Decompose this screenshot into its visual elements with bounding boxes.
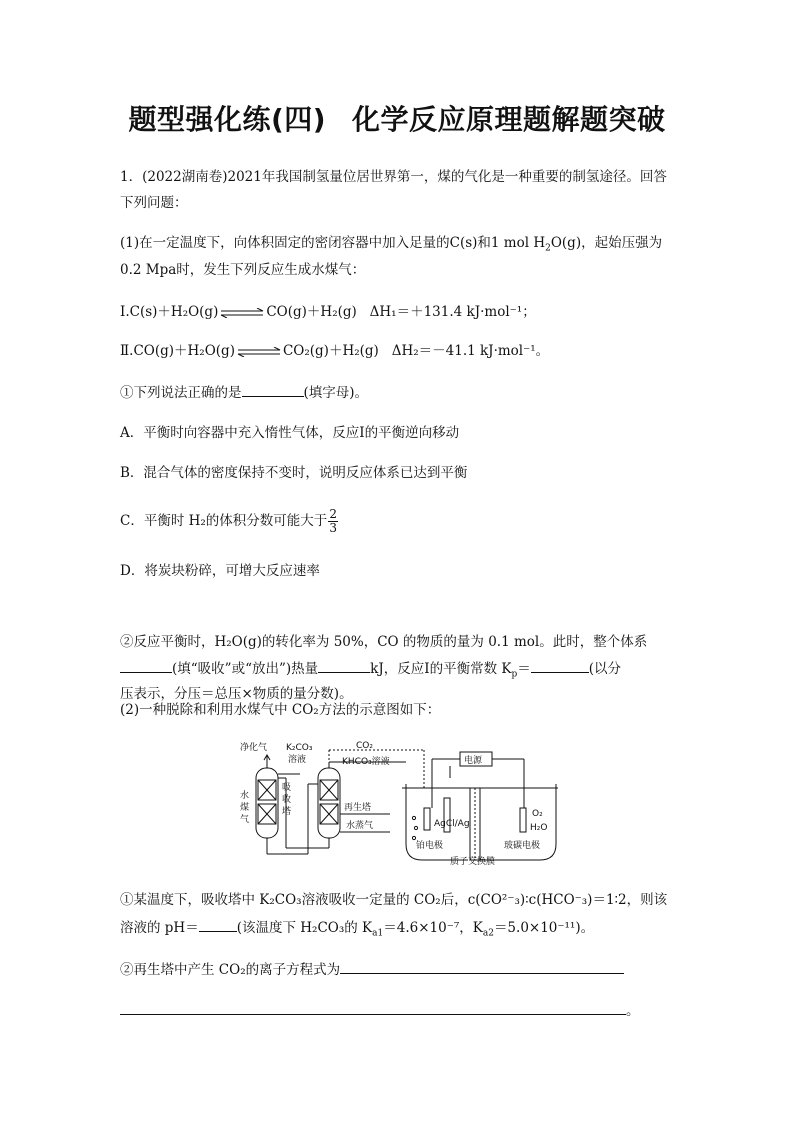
label-power: 电源 bbox=[464, 756, 483, 766]
sub-question-2-line1: ②反应平衡时，H₂O(g)的转化率为 50%，CO 的物质的量为 0.1 mol。此时，整个体系 bbox=[120, 634, 648, 650]
absorption-tower bbox=[256, 768, 278, 838]
title-part-2: 化学反应原理题解题突破 bbox=[352, 103, 666, 136]
label-glassy-carbon: 玻碳电极 bbox=[504, 841, 541, 851]
answer-blank[interactable] bbox=[199, 917, 237, 932]
label-absorb-2: 收 bbox=[282, 795, 292, 805]
label-pt-electrode: 铂电极 bbox=[416, 841, 444, 851]
fraction-two-thirds: $\frac{2}{3}$ bbox=[329, 507, 337, 535]
equilibrium-arrow-icon bbox=[236, 347, 282, 357]
sub-question-4-line2: 。 bbox=[120, 1000, 640, 1021]
label-solution: 溶液 bbox=[288, 755, 307, 765]
label-purified-gas: 净化气 bbox=[240, 743, 268, 753]
sub-question-3-line1: ①某温度下，吸收塔中 K₂CO₃溶液吸收一定量的 CO₂后，c(CO²⁻₃)∶c(HCO⁻₃)＝1∶2，则该 bbox=[120, 892, 668, 908]
answer-blank[interactable] bbox=[120, 1000, 626, 1015]
label-h2o: H₂O bbox=[530, 823, 548, 833]
label-water-2: 煤 bbox=[240, 803, 250, 813]
title-part-1: 题型强化练(四) bbox=[128, 103, 327, 136]
question-intro-line2: 下列问题： bbox=[120, 195, 188, 211]
equilibrium-arrow-icon bbox=[219, 308, 265, 318]
label-water-1: 水 bbox=[240, 791, 250, 801]
label-absorb-3: 塔 bbox=[282, 807, 292, 817]
label-k2co3: K₂CO₃ bbox=[286, 743, 313, 753]
question-intro-line1: 1．(2022湖南卷)2021年我国制氢量位居世界第一，煤的气化是一种重要的制氢途径。回答 bbox=[120, 169, 667, 185]
reaction-2: Ⅱ.CO(g)＋H₂O(g) CO₂(g)＋H₂(g) ΔH₂＝－41.1 kJ·mol⁻¹。 bbox=[120, 343, 550, 359]
sub-question-1: ①下列说法正确的是 (填字母)。 bbox=[120, 382, 368, 403]
sub-question-2-line2: (填“吸收”或“放出”)热量 kJ，反应Ⅰ的平衡常数 $K_p=$ (以分 bbox=[120, 658, 621, 685]
answer-blank[interactable] bbox=[531, 658, 589, 673]
label-khco3: KHCO₃溶液 bbox=[342, 757, 390, 767]
label-co2: CO₂ bbox=[356, 741, 373, 751]
option-a: A．平衡时向容器中充入惰性气体，反应Ⅰ的平衡逆向移动 bbox=[120, 425, 460, 441]
sub-question-4: ②再生塔中产生 CO₂的离子方程式为 bbox=[120, 959, 624, 980]
sub-question-3-line2: 溶液的 pH＝ (该温度下 H₂CO₃的 $K_{a1}=4.6\times 10^{-7}$，$K_{a2}=5.0\times 10^{-11}$)。 bbox=[120, 917, 594, 944]
label-o2: O₂ bbox=[532, 809, 543, 819]
option-b: B．混合气体的密度保持不变时，说明反应体系已达到平衡 bbox=[120, 465, 468, 481]
label-agcl: AgCl/Ag bbox=[434, 819, 470, 829]
reaction-1: Ⅰ.C(s)＋H₂O(g) CO(g)＋H₂(g) ΔH₁＝＋131.4 kJ·mol⁻¹； bbox=[120, 304, 536, 320]
part2-heading: (2)一种脱除和利用水煤气中 CO₂方法的示意图如下： bbox=[120, 702, 441, 718]
co2-removal-diagram bbox=[238, 738, 562, 866]
answer-blank[interactable] bbox=[340, 959, 624, 974]
sub-question-2-line3: 压表示，分压＝总压×物质的量分数)。 bbox=[120, 686, 353, 702]
label-regen-tower: 再生塔 bbox=[344, 803, 372, 813]
regeneration-tower bbox=[318, 768, 340, 838]
part1-line1: (1)在一定温度下，向体积固定的密闭容器中加入足量的C(s)和1 mol $H_2O(g)$，起始压强为 bbox=[120, 235, 663, 254]
part1-line2: 0.2 Mpa时，发生下列反应生成水煤气： bbox=[120, 262, 366, 278]
label-water-3: 气 bbox=[240, 815, 250, 825]
label-membrane: 质子交换膜 bbox=[450, 857, 496, 866]
page-title bbox=[0, 98, 794, 138]
answer-blank[interactable] bbox=[242, 382, 304, 397]
label-absorb-1: 吸 bbox=[282, 783, 292, 793]
option-c: C．平衡时 H₂的体积分数可能大于 $\frac{2}{3}$ bbox=[120, 507, 337, 535]
answer-blank[interactable] bbox=[120, 658, 172, 673]
option-d: D．将炭块粉碎，可增大反应速率 bbox=[120, 563, 320, 579]
answer-blank[interactable] bbox=[318, 658, 370, 673]
label-steam: 水蒸气 bbox=[346, 821, 374, 831]
